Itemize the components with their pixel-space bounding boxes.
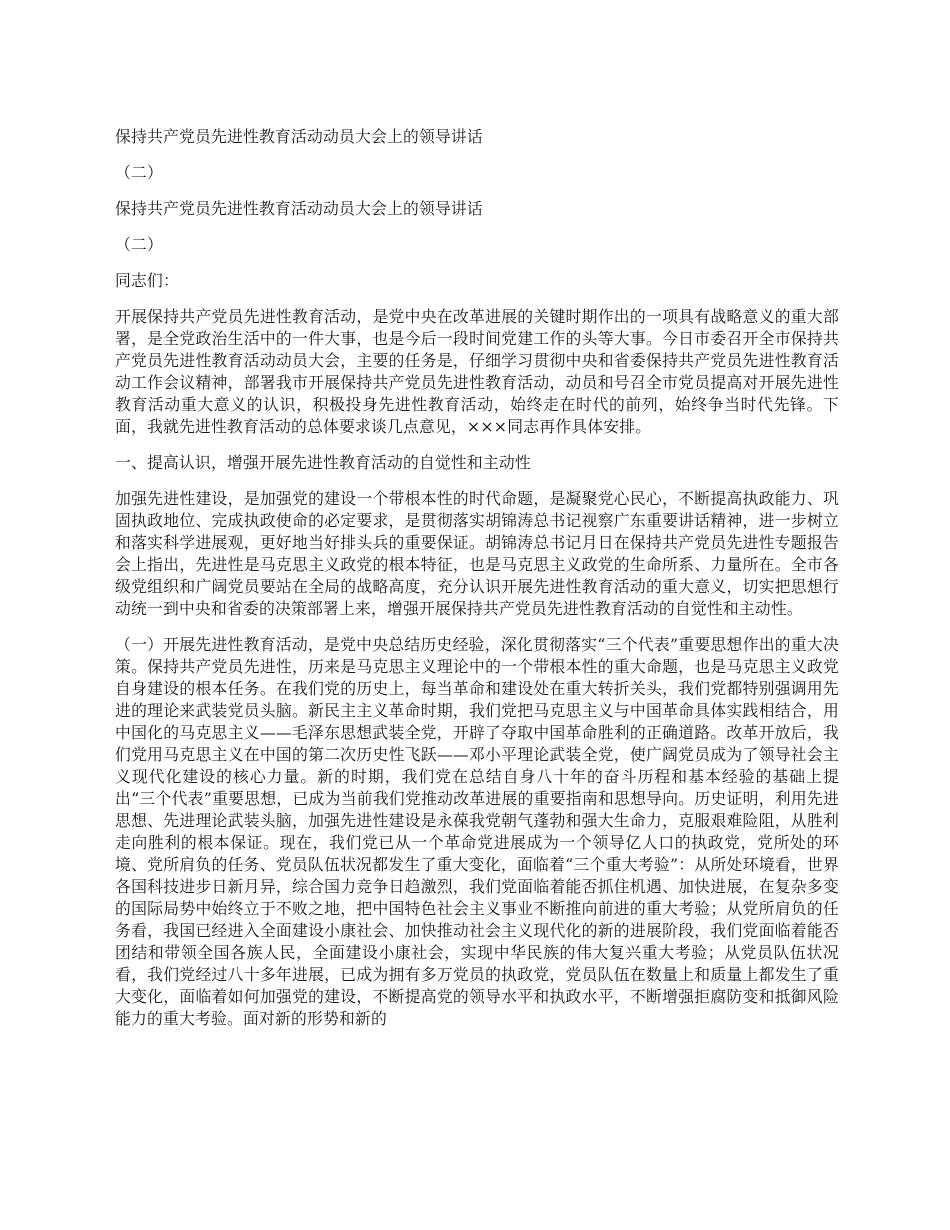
document-subtitle-suffix: （二） [115,235,163,254]
paragraph-intro: 开展保持共产党员先进性教育活动，是党中央在改革进展的关键时期作出的一项具有战略意义的重大部署，是全党政治生活中的一件大事，也是今后一段时间党建工作的头等大事。今日市委召开全市保持共产党员先进性教育活动动员大会，主要的任务是，仔细学习贯彻中央和省委保持共产党员先进性教育活动工作会议精神，部署我市开展保持共产党员先进性教育活动，动员和号召全市党员提高对开展先进性教育活动重大意义的认识，积极投身先进性教育活动，始终走在时代的前列，始终争当时代先锋。下面，我就先进性教育活动的总体要求谈几点意见，×××同志再作具体安排。 [115,307,839,436]
document-title-suffix: （二） [115,163,163,182]
document-page [115,126,839,1044]
document-title: 保持共产党员先进性教育活动动员大会上的领导讲话 [115,127,483,146]
greeting: 同志们： [115,271,179,290]
section-heading: 一、提高认识，增强开展先进性教育活动的自觉性和主动性 [115,453,531,472]
paragraph-section-body: 加强先进性建设，是加强党的建设一个带根本性的时代命题，是凝聚党心民心，不断提高执政能力、巩固执政地位、完成执政使命的必定要求，是贯彻落实胡锦涛总书记视察广东重要讲话精神，进一步树立和落实科学进展观，更好地当好排头兵的重要保证。胡锦涛总书记月日在保持共产党员先进性专题报告会上指出，先进性是马克思主义政党的根本特征，也是马克思主义政党的生命所系、力量所在。全市各级党组织和广阔党员要站在全局的战略高度，充分认识开展先进性教育活动的重大意义，切实把思想行动统一到中央和省委的决策部署上来，增强开展保持共产党员先进性教育活动的自觉性和主动性。 [115,489,839,618]
document-subtitle: 保持共产党员先进性教育活动动员大会上的领导讲话 [115,199,483,218]
paragraph-subsection-1: （一）开展先进性教育活动，是党中央总结历史经验，深化贯彻落实“三个代表”重要思想作出的重大决策。保持共产党员先进性，历来是马克思主义理论中的一个带根本性的重大命题，也是马克思主义政党自身建设的根本任务。在我们党的历史上，每当革命和建设处在重大转折关头，我们党都特别强调用先进的理论来武装党员头脑。新民主主义革命时期，我们党把马克思主义与中国革命具体实践相结合，用中国化的马克思主义——毛泽东思想武装全党，开辟了夺取中国革命胜利的正确道路。改革开放后，我们党用马克思主义在中国的第二次历史性飞跃——邓小平理论武装全党，使广阔党员成为了领导社会主义现代化建设的核心力量。新的时期，我们党在总结自身八十年的奋斗历程和基本经验的基础上提出“三个代表”重要思想，已成为当前我们党推动改革进展的重要指南和思想导向。历史证明，利用先进思想、先进理论武装头脑，加强先进性建设是永葆我党朝气蓬勃和强大生命力，克服艰难险阻，从胜利走向胜利的根本保证。现在，我们党已从一个革命党进展成为一个领导亿人口的执政党，党所处的环境、党所肩负的任务、党员队伍状况都发生了重大变化，面临着“三个重大考验”：从所处环境看，世界各国科技进步日新月异，综合国力竞争日趋激烈，我们党面临着能否抓住机遇、加快进展，在复杂多变的国际局势中始终立于不败之地，把中国特色社会主义事业不断推向前进的重大考验；从党所肩负的任务看，我国已经进入全面建设小康社会、加快推动社会主义现代化的新的进展阶段，我们党面临着能否团结和带领全国各族人民，全面建设小康社会，实现中华民族的伟大复兴重大考验；从党员队伍状况看，我们党经过八十多年进展，已成为拥有多万党员的执政党，党员队伍在数量上和质量上都发生了重大变化，面临着如何加强党的建设，不断提高党的领导水平和执政水平，不断增强拒腐防变和抵御风险能力的重大考验。面对新的形势和新的 [115,635,839,1028]
